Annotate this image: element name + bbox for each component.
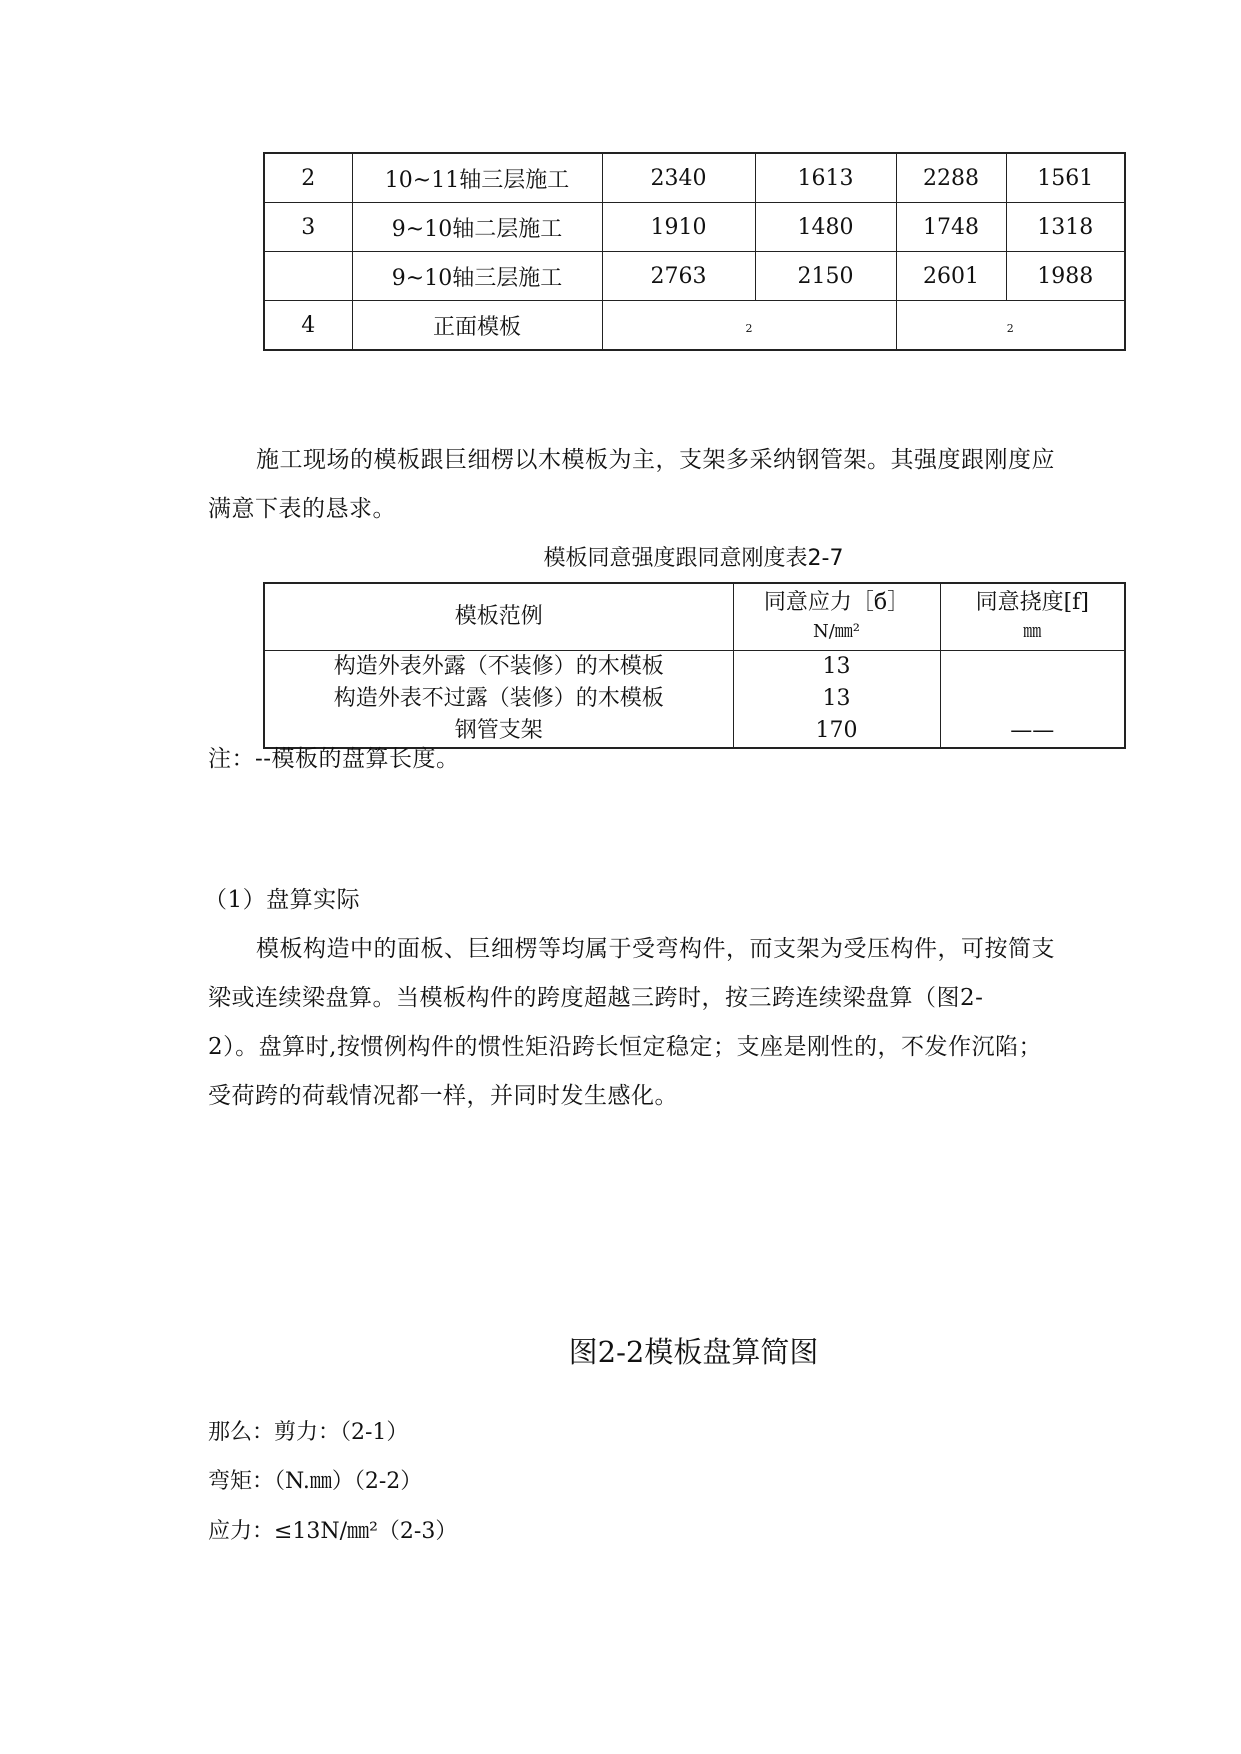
table-caption: 模板同意强度跟同意刚度表2-7 <box>543 546 844 571</box>
table-cell: 正面模板 <box>352 301 602 351</box>
table-cell: 3 <box>264 203 352 252</box>
row-stress: 170 <box>815 718 858 743</box>
row-deflection: —— <box>1010 718 1055 743</box>
header-unit: N/㎜² <box>812 621 861 642</box>
table-row <box>264 301 1125 351</box>
paragraph-line: 满意下表的恳求。 <box>208 496 396 522</box>
row-deflection <box>941 683 1125 715</box>
table-cell: 2288 <box>896 153 1006 203</box>
formula-stress: 应力：≤13N/㎜²（2-3） <box>208 1519 458 1544</box>
table-cell <box>264 252 352 301</box>
body-cell <box>940 651 1125 749</box>
row-stress: 13 <box>822 654 851 679</box>
table-cell: 1748 <box>896 203 1006 252</box>
table-cell: 1561 <box>1006 153 1125 203</box>
row-deflection <box>941 651 1125 683</box>
construction-load-table <box>263 152 1126 351</box>
table-cell: 1318 <box>1006 203 1125 252</box>
body-cell <box>733 651 940 749</box>
row-type: 构造外表不过露（装修）的木模板 <box>333 686 664 711</box>
figure-caption: 图2-2模板盘算简图 <box>568 1335 819 1369</box>
strength-stiffness-table <box>263 582 1126 749</box>
table-cell: 4 <box>264 301 352 351</box>
header-cell: 模板范例 <box>264 583 733 651</box>
row-type: 钢管支架 <box>454 718 543 743</box>
table-cell: 10~11轴三层施工 <box>352 153 602 203</box>
table-cell: 1988 <box>1006 252 1125 301</box>
table-body-row <box>264 651 1125 749</box>
header-line: 同意挠度[f] <box>975 590 1089 615</box>
table-cell: 2763 <box>602 252 755 301</box>
table-row <box>264 252 1125 301</box>
header-unit: ㎜ <box>1023 621 1042 642</box>
superscript-mark: 2 <box>745 321 753 335</box>
superscript-mark: 2 <box>1006 321 1014 335</box>
table-cell <box>602 301 896 351</box>
table-cell: 1480 <box>755 203 896 252</box>
table-cell: 1910 <box>602 203 755 252</box>
table-cell: 2601 <box>896 252 1006 301</box>
header-line: 同意应力［б］ <box>763 590 910 615</box>
table-cell: 9~10轴二层施工 <box>352 203 602 252</box>
header-cell <box>733 583 940 651</box>
table-row <box>264 153 1125 203</box>
table-cell <box>896 301 1125 351</box>
paragraph-line: 模板构造中的面板、巨细楞等均属于受弯构件，而支架为受压构件，可按简支 <box>256 936 1055 962</box>
paragraph-line: 2）。盘算时,按惯例构件的惯性矩沿跨长恒定稳定；支座是刚性的，不发作沉陷； <box>208 1034 1042 1060</box>
header-cell <box>940 583 1125 651</box>
paragraph-line: 受荷跨的荷载情况都一样，并同时发生感化。 <box>208 1083 678 1109</box>
table-cell: 9~10轴三层施工 <box>352 252 602 301</box>
section-heading: （1）盘算实际 <box>204 887 361 913</box>
table-cell: 2 <box>264 153 352 203</box>
table-header-row <box>264 583 1125 651</box>
body-cell <box>264 651 733 749</box>
table-cell: 2340 <box>602 153 755 203</box>
formula-moment: 弯矩：（N.㎜）（2-2） <box>208 1469 423 1494</box>
row-stress: 13 <box>822 686 851 711</box>
table-row <box>264 203 1125 252</box>
table-note: 注：--模板的盘算长度。 <box>208 746 460 772</box>
formula-shear: 那么：剪力：（2-1） <box>208 1420 409 1445</box>
table-cell: 1613 <box>755 153 896 203</box>
table-cell: 2150 <box>755 252 896 301</box>
row-type: 构造外表外露（不装修）的木模板 <box>333 654 664 679</box>
paragraph-line: 梁或连续梁盘算。当模板构件的跨度超越三跨时，按三跨连续梁盘算（图2- <box>208 985 984 1011</box>
paragraph-line: 施工现场的模板跟巨细楞以木模板为主，支架多采纳钢管架。其强度跟刚度应 <box>256 447 1055 473</box>
